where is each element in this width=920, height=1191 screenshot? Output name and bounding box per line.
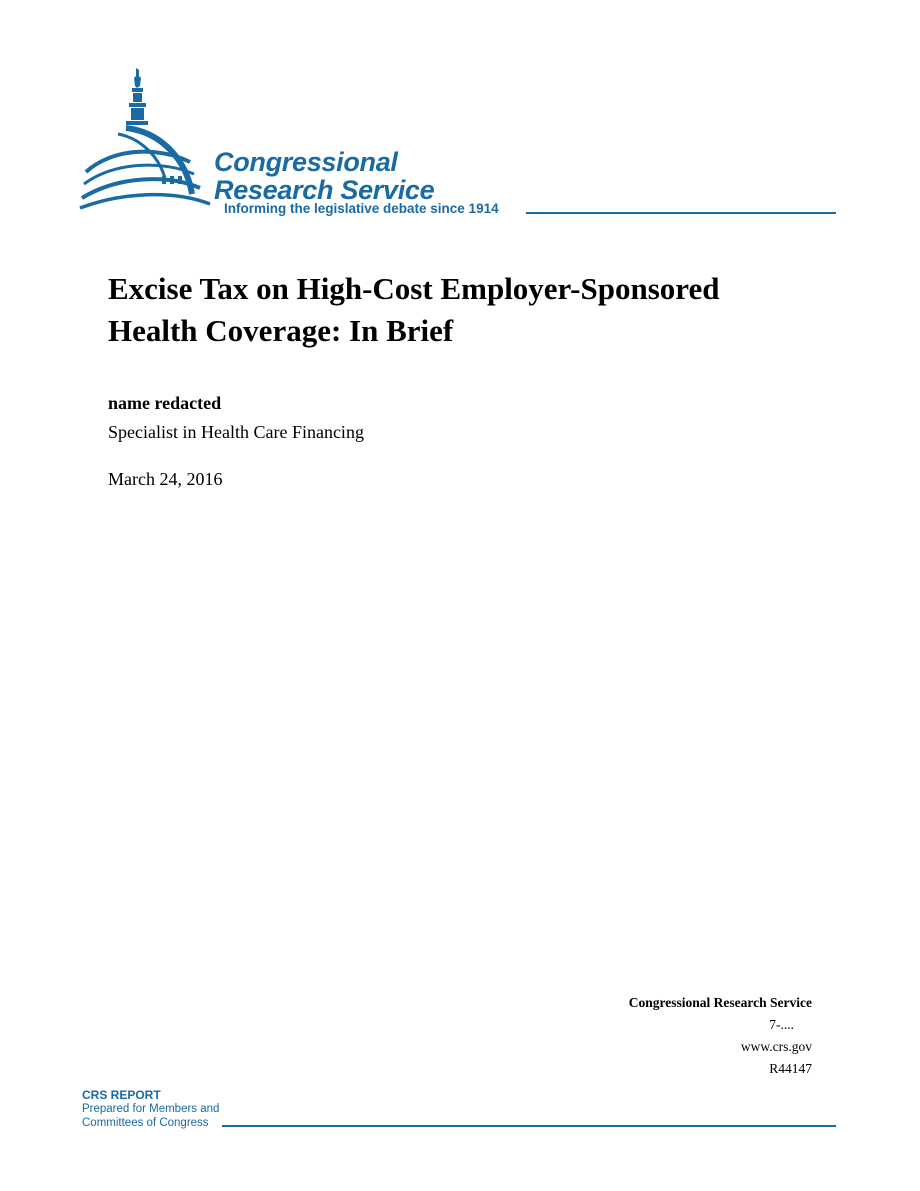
footer-contact (629, 992, 812, 1080)
report-date: March 24, 2016 (108, 469, 223, 489)
brand-name-line1: Congressional (214, 147, 398, 177)
capitol-dome-icon (78, 62, 218, 222)
prepared-for-line1: Prepared for Members and (82, 1103, 220, 1115)
prepared-for-line2: Committees of Congress (82, 1117, 209, 1129)
footer-divider (222, 1125, 836, 1127)
crs-report-label: CRS REPORT (82, 1088, 161, 1102)
brand-tagline: Informing the legislative debate since 1914 (224, 201, 499, 216)
crs-logo (78, 62, 838, 224)
footer-organization: Congressional Research Service (628, 995, 812, 1010)
report-title-line1: Excise Tax on High-Cost Employer-Sponsored (108, 271, 720, 306)
header-divider (526, 212, 836, 214)
footer-report-number: R44147 (769, 1061, 812, 1076)
brand-name (214, 148, 434, 204)
footer-phone: 7-.... (769, 1017, 794, 1032)
crs-report-badge (82, 1088, 219, 1130)
footer-website: www.crs.gov (740, 1039, 812, 1054)
brand-name-line2: Research Service (214, 175, 435, 205)
report-title-line2: Health Coverage: In Brief (108, 313, 454, 348)
author-role: Specialist in Health Care Financing (108, 422, 364, 442)
author-name: name redacted (108, 393, 222, 413)
report-title (108, 268, 848, 352)
